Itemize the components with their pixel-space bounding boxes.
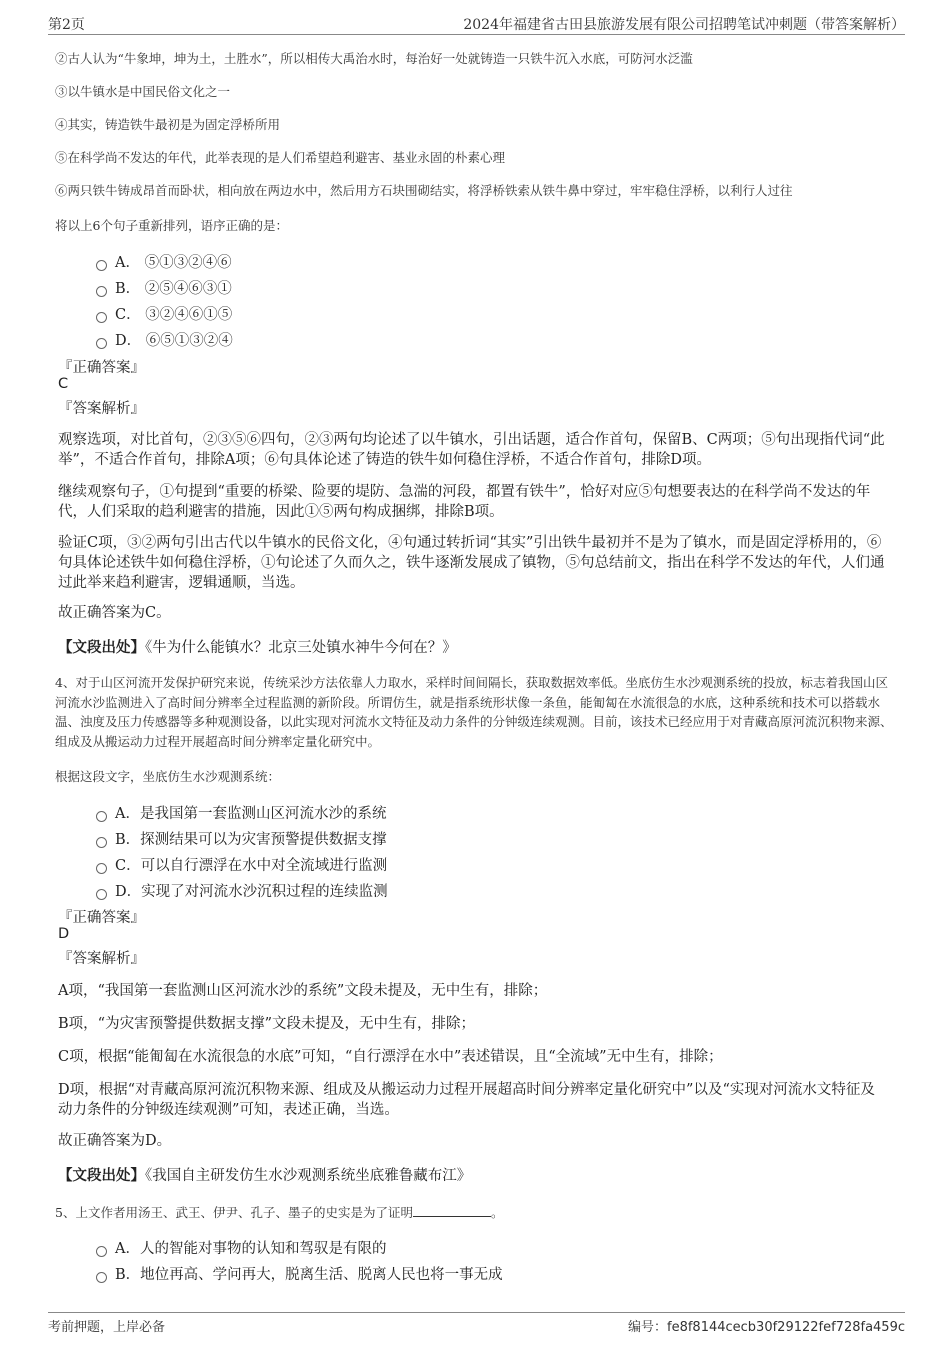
q3-analysis-1: 观察选项，对比首句，②③⑤⑥四句，②③两句均论述了以牛镇水，引出话题，适合作首句，保留B、C两项；⑤句出现指代词“此举”，不适合作首句，排除A项；⑥句具体论述了铸造的铁牛如何稳住浮桥，不适合作首句，排除D项。	[58, 432, 885, 468]
q3-analysis-label: 『答案解析』	[58, 401, 145, 417]
radio-icon[interactable]	[96, 286, 107, 297]
q3-sentence-5: ⑤在科学尚不发达的年代，此举表现的是人们希望趋利避害、基业永固的朴素心理	[55, 150, 506, 165]
q5-option-a[interactable]: A．人的智能对事物的认知和驾驭是有限的	[96, 1237, 386, 1258]
q4-analysis-a: A项，“我国第一套监测山区河流水沙的系统”文段未提及，无中生有，排除；	[58, 983, 548, 999]
q4-option-d[interactable]: D．实现了对河流水沙沉积过程的连续监测	[96, 880, 388, 901]
q4-source: 【文段出处】《我国自主研发仿生水沙观测系统坐底雅鲁藏布江》	[58, 1167, 472, 1184]
page-header	[48, 14, 905, 35]
q3-analysis-2: 继续观察句子，①句提到“重要的桥梁、险要的堤防、急湍的河段，都置有铁牛”，恰好对应⑤句想要表达的在科学尚不发达的年代，人们采取的趋利避害的措施，因此①⑤两句构成捆绑，排除B项。	[58, 484, 871, 520]
q4-analysis-c: C项，根据“能匍匐在水流很急的水底”可知，“自行漂浮在水中”表述错误，且“全流域”无中生有，排除；	[58, 1049, 723, 1065]
q3-sentence-2: ②古人认为“牛象坤，坤为土，土胜水”，所以相传大禹治水时，每治好一处就铸造一只铁牛沉入水底，可防河水泛滥	[55, 51, 693, 66]
radio-icon[interactable]	[96, 312, 107, 323]
q4-answer: D	[58, 926, 70, 942]
page-number: 第2页	[48, 17, 85, 33]
q5-text: 5、上文作者用汤王、武王、伊尹、孔子、墨子的史实是为了证明 。	[55, 1205, 504, 1220]
q3-analysis-3: 验证C项，③②两句引出古代以牛镇水的民俗文化，④句通过转折词“其实”引出铁牛最初并不是为了镇水，而是固定浮桥用的，⑥句具体论述铁牛如何稳住浮桥，①句论述了久而久之，铁牛逐渐发展成了镇物，⑤句总结前文，指出在科学不发达的年代，人们通过此举来趋利避害，逻辑通顺，当选。	[58, 535, 885, 591]
q3-answer: C	[58, 376, 69, 392]
radio-icon[interactable]	[96, 1272, 107, 1283]
q3-prompt: 将以上6个句子重新排列，语序正确的是：	[55, 218, 288, 233]
q4-analysis-conclusion: 故正确答案为D。	[58, 1133, 172, 1149]
radio-icon[interactable]	[96, 837, 107, 848]
radio-icon[interactable]	[96, 1246, 107, 1257]
q3-sentence-6: ⑥两只铁牛铸成昂首而卧状，相向放在两边水中，然后用方石块围砌结实，将浮桥铁索从铁牛鼻中穿过，牢牢稳住浮桥，以利行人过往	[55, 183, 793, 198]
q4-answer-label: 『正确答案』	[58, 910, 145, 926]
q5-option-b[interactable]: B．地位再高、学问再大，脱离生活、脱离人民也将一事无成	[96, 1263, 503, 1284]
q4-analysis-label: 『答案解析』	[58, 951, 145, 967]
q3-option-c[interactable]: C． ③②④⑥①⑤	[96, 303, 232, 324]
radio-icon[interactable]	[96, 863, 107, 874]
answer-blank	[413, 1204, 491, 1217]
radio-icon[interactable]	[96, 260, 107, 271]
q3-option-d[interactable]: D． ⑥⑤①③②④	[96, 329, 233, 350]
q3-sentence-4: ④其实，铸造铁牛最初是为固定浮桥所用	[55, 117, 281, 132]
q3-sentence-3: ③以牛镇水是中国民俗文化之一	[55, 84, 231, 99]
q4-option-a[interactable]: A．是我国第一套监测山区河流水沙的系统	[96, 802, 386, 823]
q3-option-a[interactable]: A． ⑤①③②④⑥	[96, 251, 232, 272]
radio-icon[interactable]	[96, 811, 107, 822]
q3-analysis-4: 故正确答案为C。	[58, 605, 171, 621]
document-title: 2024年福建省古田县旅游发展有限公司招聘笔试冲刺题（带答案解析）	[463, 17, 905, 33]
radio-icon[interactable]	[96, 338, 107, 349]
document-id: 编号：fe8f8144cecb30f29122fef728fa459c	[628, 1320, 905, 1335]
page-footer	[48, 1312, 905, 1335]
q3-answer-label: 『正确答案』	[58, 360, 145, 376]
q4-text: 4、对于山区河流开发保护研究来说，传统采沙方法依靠人力取水，采样时间间隔长，获取数据效率低。坐底仿生水沙观测系统的投放，标志着我国山区河流水沙监测进入了高时间分辨率全过程监测的新阶段。所谓仿生，就是指系统形状像一条鱼，能匍匐在水流很急的水底，这种系统和技术可以搭载水温、浊度及压力传感器等多种观测设备，以此实现对河流水文特征及动力条件的分钟级连续观测。目前，该技术已经应用于对青藏高原河流沉积物来源、组成及从搬运动力过程开展超高时间分辨率定量化研究中。	[55, 675, 893, 749]
q4-analysis-b: B项，“为灾害预警提供数据支撑”文段未提及，无中生有，排除；	[58, 1016, 475, 1032]
q4-prompt: 根据这段文字，坐底仿生水沙观测系统：	[55, 769, 281, 784]
q3-option-b[interactable]: B． ②⑤④⑥③①	[96, 277, 232, 298]
q4-option-c[interactable]: C．可以自行漂浮在水中对全流域进行监测	[96, 854, 387, 875]
footer-slogan: 考前押题，上岸必备	[48, 1320, 166, 1335]
radio-icon[interactable]	[96, 889, 107, 900]
q3-source: 【文段出处】《牛为什么能镇水？北京三处镇水神牛今何在？》	[58, 639, 457, 656]
q4-analysis-d: D项，根据“对青藏高原河流沉积物来源、组成及从搬运动力过程开展超高时间分辨率定量化研究中”以及“实现对河流水文特征及动力条件的分钟级连续观测”可知，表述正确，当选。	[58, 1082, 875, 1118]
q4-option-b[interactable]: B．探测结果可以为灾害预警提供数据支撑	[96, 828, 387, 849]
